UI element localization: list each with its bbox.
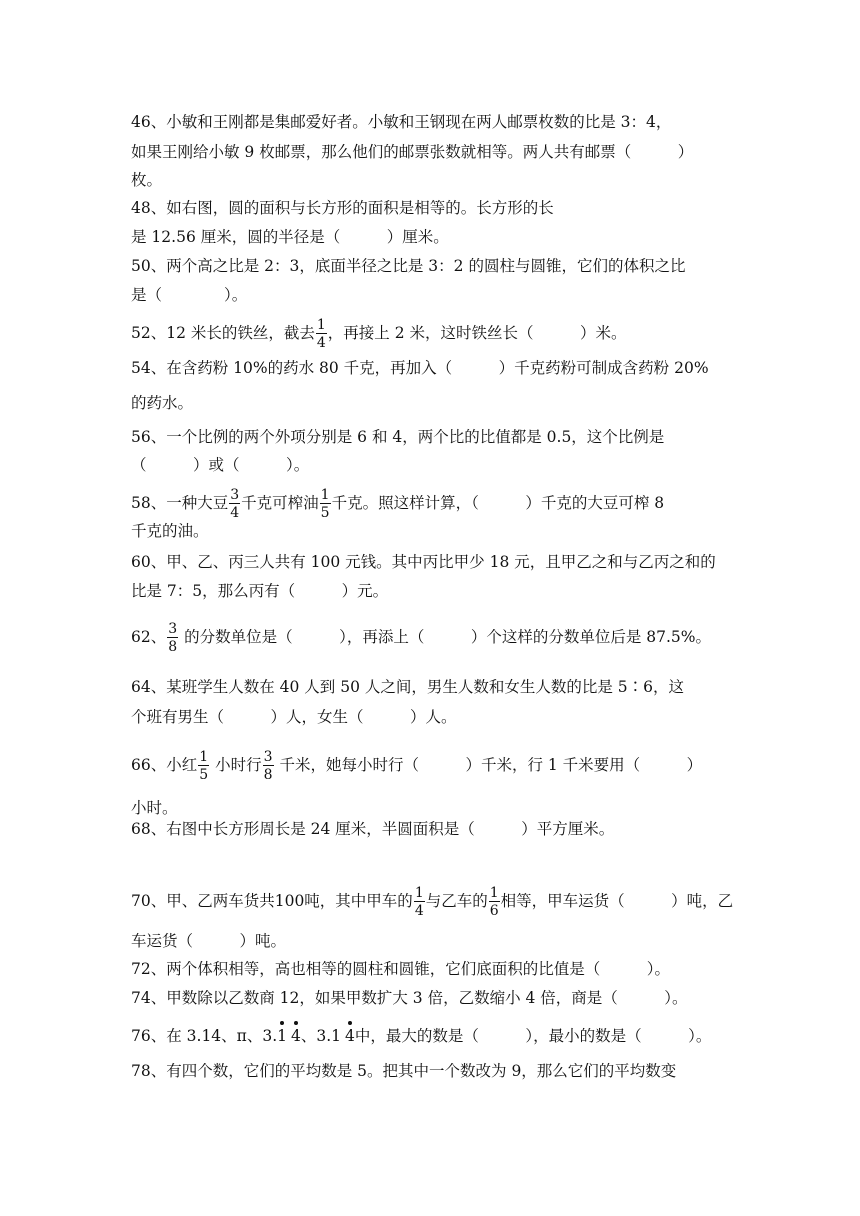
- q66-f2-numerator: 3: [263, 749, 273, 765]
- q74-line1: 74、甲数除以乙数商 12，如果甲数扩大 3 倍，乙数缩小 4 倍，商是（ ）。: [131, 989, 688, 1007]
- q58-f2-denominator: 5: [320, 505, 330, 521]
- q66-fraction-1: [198, 750, 209, 782]
- q76-repeating-digit-3: 4: [345, 1027, 355, 1045]
- q72-line1: 72、两个体积相等，高也相等的圆柱和圆锥，它们底面积的比值是（ ）。: [131, 960, 670, 978]
- q66-fraction-2: [263, 750, 274, 782]
- q50-line2: 是（ ）。: [131, 286, 248, 304]
- q60-line1: 60、甲、乙、丙三人共有 100 元钱。其中丙比甲少 18 元，且甲乙之和与乙丙之和的: [131, 553, 716, 571]
- q58-f2-numerator: 1: [320, 487, 330, 503]
- q46-line2: 如果王刚给小敏 9 枚邮票，那么他们的邮票张数就相等。两人共有邮票（ ）: [131, 143, 694, 161]
- q62-text-a: 62、: [131, 628, 167, 646]
- q56-line2: （ ）或（ ）。: [131, 456, 310, 474]
- q70-f1-numerator: 1: [414, 885, 424, 901]
- q66-line2: 小时。: [131, 799, 178, 817]
- q66-text-a: 66、小红: [131, 756, 198, 774]
- q78-line1: 78、有四个数，它们的平均数是 5。把其中一个数改为 9，那么它们的平均数变: [131, 1062, 677, 1080]
- q52-text-b: ，再接上 2 米，这时铁丝长（ ）米。: [327, 324, 627, 342]
- q50-line1: 50、两个高之比是 2：3，底面半径之比是 3：2 的圆柱与圆锥，它们的体积之比: [131, 257, 686, 275]
- q70-text-b: 与乙车的: [425, 892, 488, 910]
- q62-denominator: 8: [168, 639, 178, 655]
- q70-line2: 车运货（ ）吨。: [131, 932, 287, 950]
- q62-text-b: 的分数单位是（ ），再添上（ ）个这样的分数单位后是 87.5%。: [179, 628, 712, 646]
- q66-text-b: 小时行: [210, 756, 262, 774]
- q56-line1: 56、一个比例的两个外项分别是 6 和 4，两个比的比值都是 0.5，这个比例是: [131, 428, 665, 446]
- q58-line2: 千克的油。: [131, 522, 209, 540]
- q54-line2: 的药水。: [131, 394, 194, 412]
- q66-f2-denominator: 8: [263, 767, 273, 783]
- q48-line2: 是 12.56 厘米，圆的半径是（ ）厘米。: [131, 228, 449, 246]
- q52-text-a: 52、12 米长的铁丝，截去: [131, 324, 315, 342]
- q62-line: [131, 622, 711, 654]
- q62-fraction: [167, 622, 178, 654]
- q58-line1: [131, 488, 664, 520]
- q70-text-c: 相等，甲车运货（ ）吨，乙: [500, 892, 734, 910]
- q76-repeating-digit-2: 4: [291, 1027, 301, 1045]
- q58-fraction-1: [229, 488, 240, 520]
- q58-f1-denominator: 4: [230, 505, 240, 521]
- q64-line1: 64、某班学生人数在 40 人到 50 人之间，男生人数和女生人数的比是 5∶6，这: [131, 678, 685, 696]
- q64-line2: 个班有男生（ ）人，女生（ ）人。: [131, 708, 457, 726]
- q52-numerator: 1: [316, 317, 326, 333]
- q58-fraction-2: [320, 488, 331, 520]
- q70-fraction-1: [414, 886, 425, 918]
- q66-f1-numerator: 1: [199, 749, 209, 765]
- q58-text-b: 千克可榨油: [241, 494, 319, 512]
- q76-repeating-digit-1: 1: [277, 1027, 288, 1045]
- q52-denominator: 4: [316, 335, 326, 351]
- q70-f2-denominator: 6: [489, 903, 499, 919]
- q58-text-a: 58、一种大豆: [131, 494, 229, 512]
- q66-text-c: 千米，她每小时行（ ）千米，行 1 千米要用（ ）: [274, 756, 703, 774]
- q62-numerator: 3: [168, 621, 178, 637]
- q76-text-c: 中，最大的数是（ ），最小的数是（ ）。: [354, 1027, 712, 1045]
- q46-line1: 46、小敏和王刚都是集邮爱好者。小敏和王钢现在两人邮票枚数的比是 3：4，: [131, 113, 672, 131]
- q66-line1: [131, 750, 702, 782]
- q58-text-c: 千克。照这样计算，（ ）千克的大豆可榨 8: [331, 494, 665, 512]
- q46-line3: 枚。: [131, 171, 163, 189]
- q58-f1-numerator: 3: [230, 487, 240, 503]
- q76-text-a: 76、在 3.14、π、3.: [131, 1027, 278, 1045]
- q70-f1-denominator: 4: [414, 903, 424, 919]
- q54-line1: 54、在含药粉 10%的药水 80 千克，再加入（ ）千克药粉可制成含药粉 20%: [131, 359, 709, 377]
- q48-line1: 48、如右图，圆的面积与长方形的面积是相等的。长方形的长: [131, 199, 554, 217]
- q66-f1-denominator: 5: [199, 767, 209, 783]
- q70-text-a: 70、甲、乙两车货共100吨，其中甲车的: [131, 892, 413, 910]
- q76-line1: [131, 1026, 711, 1046]
- q76-text-b: 、3.1: [300, 1027, 342, 1045]
- q70-f2-numerator: 1: [489, 885, 499, 901]
- q70-fraction-2: [489, 886, 500, 918]
- q52-fraction: [316, 318, 327, 350]
- q70-line1: [131, 886, 733, 918]
- q68-line1: 68、右图中长方形周长是 24 厘米，半圆面积是（ ）平方厘米。: [131, 820, 615, 838]
- q60-line2: 比是 7：5，那么丙有（ ）元。: [131, 582, 389, 600]
- q52-line: [131, 318, 627, 350]
